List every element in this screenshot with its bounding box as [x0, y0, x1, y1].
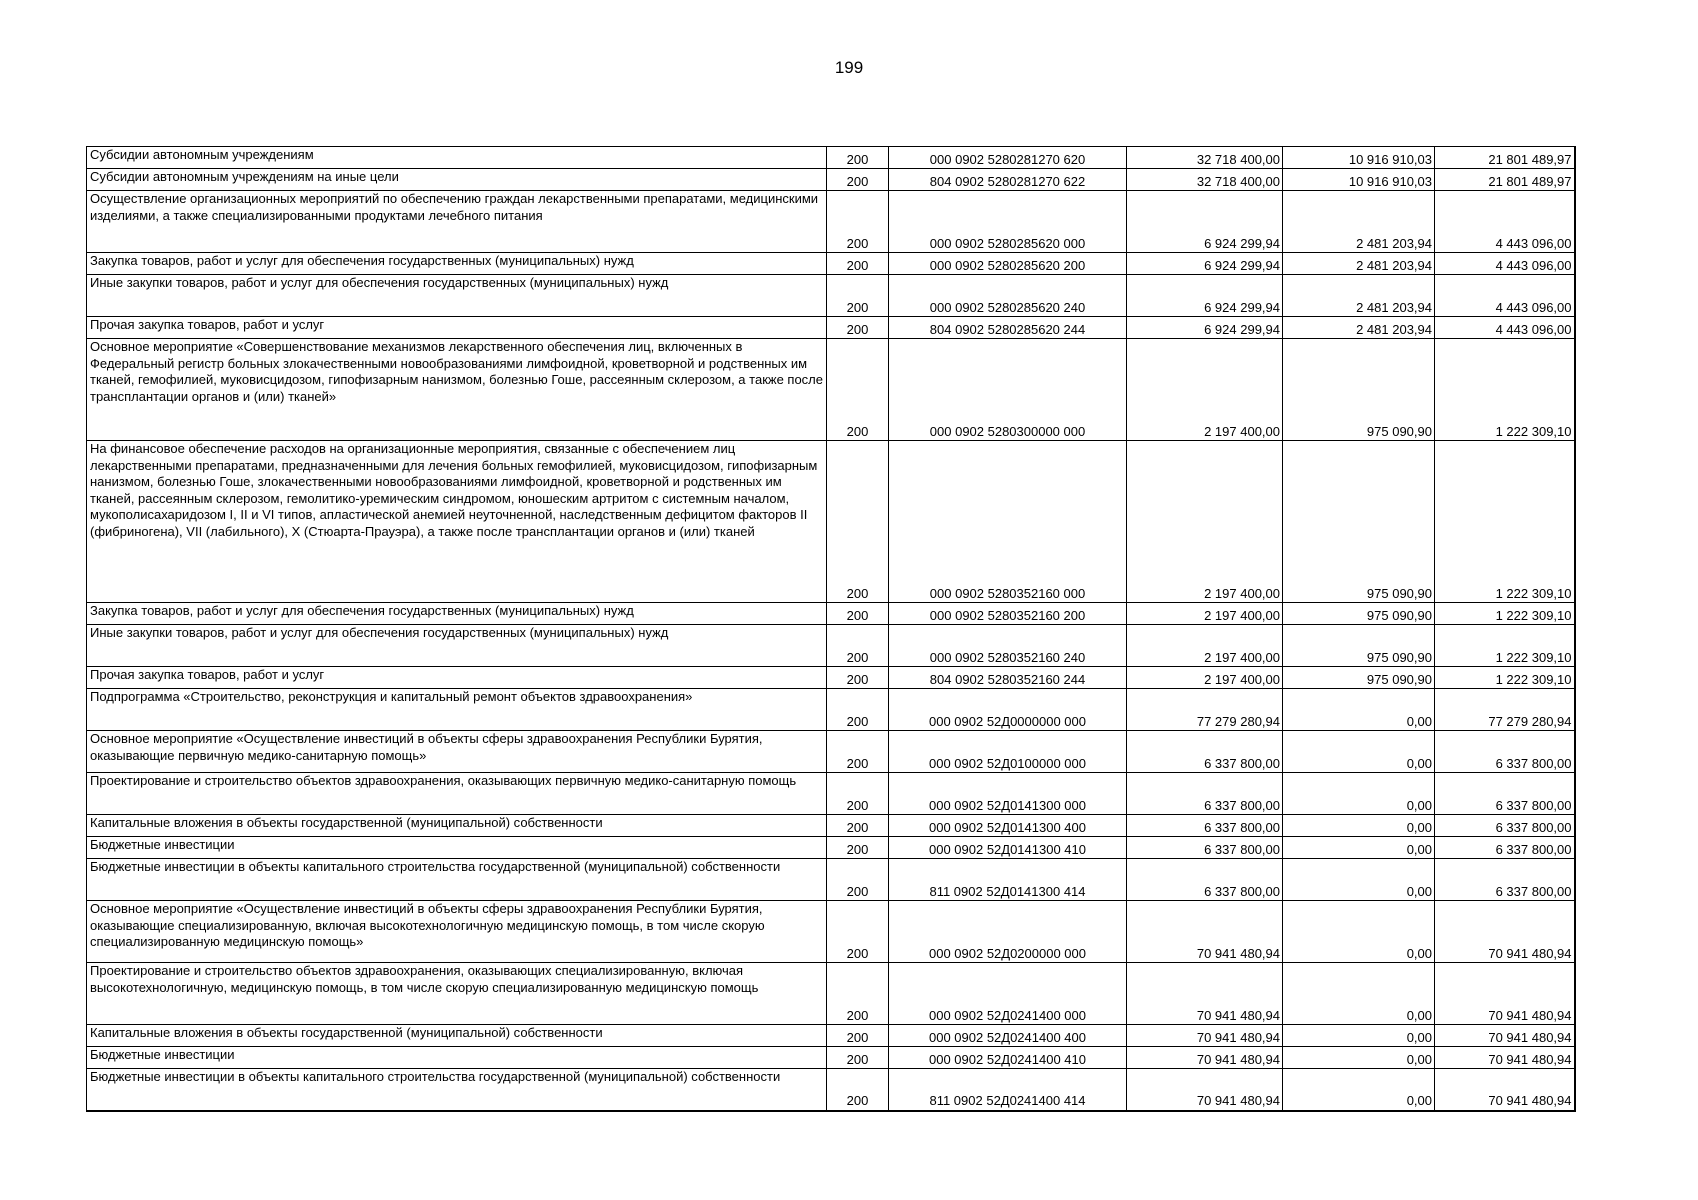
cell-classification-code: 000 0902 5280352160 240 — [889, 625, 1127, 667]
cell-approved-amount: 2 197 400,00 — [1127, 667, 1283, 689]
cell-name: Иные закупки товаров, работ и услуг для обеспечения государственных (муниципальных) нужд — [87, 275, 827, 317]
cell-admin-code: 200 — [827, 1069, 889, 1111]
cell-admin-code: 200 — [827, 815, 889, 837]
cell-classification-code: 000 0902 5280281270 620 — [889, 147, 1127, 169]
cell-classification-code: 000 0902 5280352160 200 — [889, 603, 1127, 625]
cell-admin-code: 200 — [827, 169, 889, 191]
cell-classification-code: 000 0902 5280285620 000 — [889, 191, 1127, 253]
cell-remaining-amount: 4 443 096,00 — [1435, 253, 1575, 275]
table-row — [87, 773, 1575, 815]
cell-admin-code: 200 — [827, 773, 889, 815]
cell-name: Проектирование и строительство объектов здравоохранения, оказывающих первичную медико-санитарную помощь — [87, 773, 827, 815]
cell-admin-code: 200 — [827, 667, 889, 689]
cell-approved-amount: 6 337 800,00 — [1127, 859, 1283, 901]
cell-classification-code: 804 0902 5280285620 244 — [889, 317, 1127, 339]
cell-admin-code: 200 — [827, 317, 889, 339]
cell-classification-code: 000 0902 52Д0200000 000 — [889, 901, 1127, 963]
cell-name: Закупка товаров, работ и услуг для обеспечения государственных (муниципальных) нужд — [87, 253, 827, 275]
table-row — [87, 317, 1575, 339]
table-row — [87, 815, 1575, 837]
cell-name: Основное мероприятие «Совершенствование механизмов лекарственного обеспечения лиц, включенных в Федеральный регистр больных злокачественными новообразованиями лимфоидной, кроветворной и родственных им тканей, гемофилией, муковисцидозом, гипофизарным нанизмом, болезнью Гоше, рассеянным склерозом, а также после трансплантации органов и (или) тканей» — [87, 339, 827, 441]
table-row — [87, 837, 1575, 859]
cell-name: Основное мероприятие «Осуществление инвестиций в объекты сферы здравоохранения Республики Бурятия, оказывающие первичную медико-санитарную помощь» — [87, 731, 827, 773]
budget-table — [86, 146, 1576, 1112]
cell-name: Субсидии автономным учреждениям — [87, 147, 827, 169]
table-row — [87, 441, 1575, 603]
cell-admin-code: 200 — [827, 1025, 889, 1047]
cell-approved-amount: 6 337 800,00 — [1127, 773, 1283, 815]
cell-remaining-amount: 70 941 480,94 — [1435, 1069, 1575, 1111]
cell-admin-code: 200 — [827, 253, 889, 275]
cell-name: Бюджетные инвестиции — [87, 837, 827, 859]
cell-classification-code: 811 0902 52Д0241400 414 — [889, 1069, 1127, 1111]
cell-remaining-amount: 21 801 489,97 — [1435, 169, 1575, 191]
table-row — [87, 901, 1575, 963]
cell-name: Осуществление организационных мероприятий по обеспечению граждан лекарственными препаратами, медицинскими изделиями, а также специализированными продуктами лечебного питания — [87, 191, 827, 253]
table-row — [87, 339, 1575, 441]
cell-name: Бюджетные инвестиции в объекты капитального строительства государственной (муниципальной) собственности — [87, 1069, 827, 1111]
cell-approved-amount: 6 924 299,94 — [1127, 275, 1283, 317]
table-row — [87, 1047, 1575, 1069]
cell-name: Прочая закупка товаров, работ и услуг — [87, 667, 827, 689]
cell-remaining-amount: 6 337 800,00 — [1435, 773, 1575, 815]
cell-name: Бюджетные инвестиции в объекты капитального строительства государственной (муниципальной) собственности — [87, 859, 827, 901]
cell-approved-amount: 6 924 299,94 — [1127, 317, 1283, 339]
cell-admin-code: 200 — [827, 275, 889, 317]
cell-remaining-amount: 70 941 480,94 — [1435, 901, 1575, 963]
cell-admin-code: 200 — [827, 837, 889, 859]
cell-executed-amount: 0,00 — [1283, 1047, 1435, 1069]
cell-approved-amount: 6 337 800,00 — [1127, 815, 1283, 837]
cell-remaining-amount: 6 337 800,00 — [1435, 859, 1575, 901]
cell-classification-code: 000 0902 52Д0141300 000 — [889, 773, 1127, 815]
cell-remaining-amount: 70 941 480,94 — [1435, 1025, 1575, 1047]
cell-executed-amount: 975 090,90 — [1283, 441, 1435, 603]
cell-approved-amount: 77 279 280,94 — [1127, 689, 1283, 731]
cell-executed-amount: 10 916 910,03 — [1283, 147, 1435, 169]
cell-executed-amount: 975 090,90 — [1283, 339, 1435, 441]
cell-classification-code: 000 0902 52Д0141300 400 — [889, 815, 1127, 837]
table-row — [87, 667, 1575, 689]
cell-classification-code: 000 0902 5280300000 000 — [889, 339, 1127, 441]
cell-classification-code: 000 0902 52Д0100000 000 — [889, 731, 1127, 773]
cell-executed-amount: 0,00 — [1283, 815, 1435, 837]
cell-executed-amount: 0,00 — [1283, 963, 1435, 1025]
cell-classification-code: 000 0902 52Д0241400 000 — [889, 963, 1127, 1025]
cell-executed-amount: 0,00 — [1283, 773, 1435, 815]
cell-name: Прочая закупка товаров, работ и услуг — [87, 317, 827, 339]
cell-executed-amount: 2 481 203,94 — [1283, 275, 1435, 317]
cell-name: Капитальные вложения в объекты государственной (муниципальной) собственности — [87, 815, 827, 837]
cell-executed-amount: 2 481 203,94 — [1283, 191, 1435, 253]
table-row — [87, 169, 1575, 191]
cell-approved-amount: 2 197 400,00 — [1127, 603, 1283, 625]
cell-admin-code: 200 — [827, 625, 889, 667]
cell-remaining-amount: 70 941 480,94 — [1435, 963, 1575, 1025]
table-row — [87, 253, 1575, 275]
cell-executed-amount: 2 481 203,94 — [1283, 317, 1435, 339]
cell-approved-amount: 6 337 800,00 — [1127, 837, 1283, 859]
table-row — [87, 1069, 1575, 1111]
cell-remaining-amount: 4 443 096,00 — [1435, 275, 1575, 317]
cell-remaining-amount: 4 443 096,00 — [1435, 317, 1575, 339]
cell-name: На финансовое обеспечение расходов на организационные мероприятия, связанные с обеспечением лиц лекарственными препаратами, предназначенными для лечения больных гемофилией, муковисцидозом, гипофизарным нанизмом, болезнью Гоше, злокачественными новообразованиями лимфоидной, кроветворной и родственных им тканей, рассеянным склерозом, гемолитико-уремическим синдромом, юношеским артритом с системным началом, мукополисахаридозом I, II и VI типов, апластической анемией неуточненной, наследственным дефицитом факторов II (фибриногена), VII (лабильного), X (Стюарта-Прауэра), а также после трансплантации органов и (или) тканей — [87, 441, 827, 603]
cell-remaining-amount: 6 337 800,00 — [1435, 731, 1575, 773]
cell-remaining-amount: 1 222 309,10 — [1435, 603, 1575, 625]
cell-remaining-amount: 6 337 800,00 — [1435, 815, 1575, 837]
cell-admin-code: 200 — [827, 339, 889, 441]
cell-admin-code: 200 — [827, 603, 889, 625]
cell-admin-code: 200 — [827, 859, 889, 901]
table-row — [87, 689, 1575, 731]
cell-name: Капитальные вложения в объекты государственной (муниципальной) собственности — [87, 1025, 827, 1047]
cell-remaining-amount: 4 443 096,00 — [1435, 191, 1575, 253]
cell-classification-code: 811 0902 52Д0141300 414 — [889, 859, 1127, 901]
cell-approved-amount: 6 337 800,00 — [1127, 731, 1283, 773]
cell-executed-amount: 0,00 — [1283, 859, 1435, 901]
table-row — [87, 191, 1575, 253]
cell-approved-amount: 32 718 400,00 — [1127, 169, 1283, 191]
page-number: 199 — [834, 58, 864, 77]
cell-name: Иные закупки товаров, работ и услуг для обеспечения государственных (муниципальных) нужд — [87, 625, 827, 667]
cell-approved-amount: 70 941 480,94 — [1127, 963, 1283, 1025]
cell-classification-code: 804 0902 5280352160 244 — [889, 667, 1127, 689]
cell-remaining-amount: 1 222 309,10 — [1435, 667, 1575, 689]
table-row — [87, 859, 1575, 901]
cell-approved-amount: 2 197 400,00 — [1127, 441, 1283, 603]
cell-name: Подпрограмма «Строительство, реконструкция и капитальный ремонт объектов здравоохранения» — [87, 689, 827, 731]
cell-executed-amount: 0,00 — [1283, 731, 1435, 773]
cell-approved-amount: 2 197 400,00 — [1127, 625, 1283, 667]
cell-approved-amount: 70 941 480,94 — [1127, 1069, 1283, 1111]
table-row — [87, 147, 1575, 169]
cell-executed-amount: 0,00 — [1283, 689, 1435, 731]
cell-remaining-amount: 1 222 309,10 — [1435, 441, 1575, 603]
cell-admin-code: 200 — [827, 191, 889, 253]
cell-admin-code: 200 — [827, 147, 889, 169]
cell-executed-amount: 0,00 — [1283, 1025, 1435, 1047]
cell-approved-amount: 70 941 480,94 — [1127, 1047, 1283, 1069]
cell-admin-code: 200 — [827, 901, 889, 963]
cell-classification-code: 000 0902 52Д0241400 400 — [889, 1025, 1127, 1047]
cell-name: Субсидии автономным учреждениям на иные цели — [87, 169, 827, 191]
cell-executed-amount: 0,00 — [1283, 837, 1435, 859]
budget-table-body — [87, 147, 1575, 1111]
cell-admin-code: 200 — [827, 1047, 889, 1069]
table-row — [87, 275, 1575, 317]
cell-approved-amount: 70 941 480,94 — [1127, 901, 1283, 963]
cell-approved-amount: 32 718 400,00 — [1127, 147, 1283, 169]
table-row — [87, 603, 1575, 625]
cell-admin-code: 200 — [827, 441, 889, 603]
cell-approved-amount: 6 924 299,94 — [1127, 191, 1283, 253]
cell-remaining-amount: 6 337 800,00 — [1435, 837, 1575, 859]
table-row — [87, 731, 1575, 773]
table-row — [87, 1025, 1575, 1047]
cell-classification-code: 000 0902 52Д0241400 410 — [889, 1047, 1127, 1069]
cell-executed-amount: 0,00 — [1283, 901, 1435, 963]
cell-approved-amount: 70 941 480,94 — [1127, 1025, 1283, 1047]
cell-remaining-amount: 21 801 489,97 — [1435, 147, 1575, 169]
cell-name: Бюджетные инвестиции — [87, 1047, 827, 1069]
cell-executed-amount: 0,00 — [1283, 1069, 1435, 1111]
cell-classification-code: 804 0902 5280281270 622 — [889, 169, 1127, 191]
cell-approved-amount: 2 197 400,00 — [1127, 339, 1283, 441]
cell-name: Закупка товаров, работ и услуг для обеспечения государственных (муниципальных) нужд — [87, 603, 827, 625]
cell-remaining-amount: 77 279 280,94 — [1435, 689, 1575, 731]
cell-classification-code: 000 0902 5280285620 200 — [889, 253, 1127, 275]
cell-executed-amount: 2 481 203,94 — [1283, 253, 1435, 275]
cell-approved-amount: 6 924 299,94 — [1127, 253, 1283, 275]
cell-executed-amount: 975 090,90 — [1283, 667, 1435, 689]
cell-admin-code: 200 — [827, 689, 889, 731]
cell-remaining-amount: 1 222 309,10 — [1435, 339, 1575, 441]
cell-executed-amount: 10 916 910,03 — [1283, 169, 1435, 191]
cell-executed-amount: 975 090,90 — [1283, 603, 1435, 625]
cell-executed-amount: 975 090,90 — [1283, 625, 1435, 667]
cell-classification-code: 000 0902 5280352160 000 — [889, 441, 1127, 603]
cell-remaining-amount: 1 222 309,10 — [1435, 625, 1575, 667]
cell-name: Основное мероприятие «Осуществление инвестиций в объекты сферы здравоохранения Республики Бурятия, оказывающие специализированную, включая высокотехнологичную медицинскую помощь, в том числе скорую специализированную медицинскую помощь» — [87, 901, 827, 963]
cell-name: Проектирование и строительство объектов здравоохранения, оказывающих специализированную, включая высокотехнологичную, медицинскую помощь, в том числе скорую специализированную медицинскую помощь — [87, 963, 827, 1025]
cell-classification-code: 000 0902 52Д0141300 410 — [889, 837, 1127, 859]
cell-admin-code: 200 — [827, 963, 889, 1025]
cell-classification-code: 000 0902 52Д0000000 000 — [889, 689, 1127, 731]
cell-classification-code: 000 0902 5280285620 240 — [889, 275, 1127, 317]
table-row — [87, 625, 1575, 667]
cell-admin-code: 200 — [827, 731, 889, 773]
table-row — [87, 963, 1575, 1025]
cell-remaining-amount: 70 941 480,94 — [1435, 1047, 1575, 1069]
